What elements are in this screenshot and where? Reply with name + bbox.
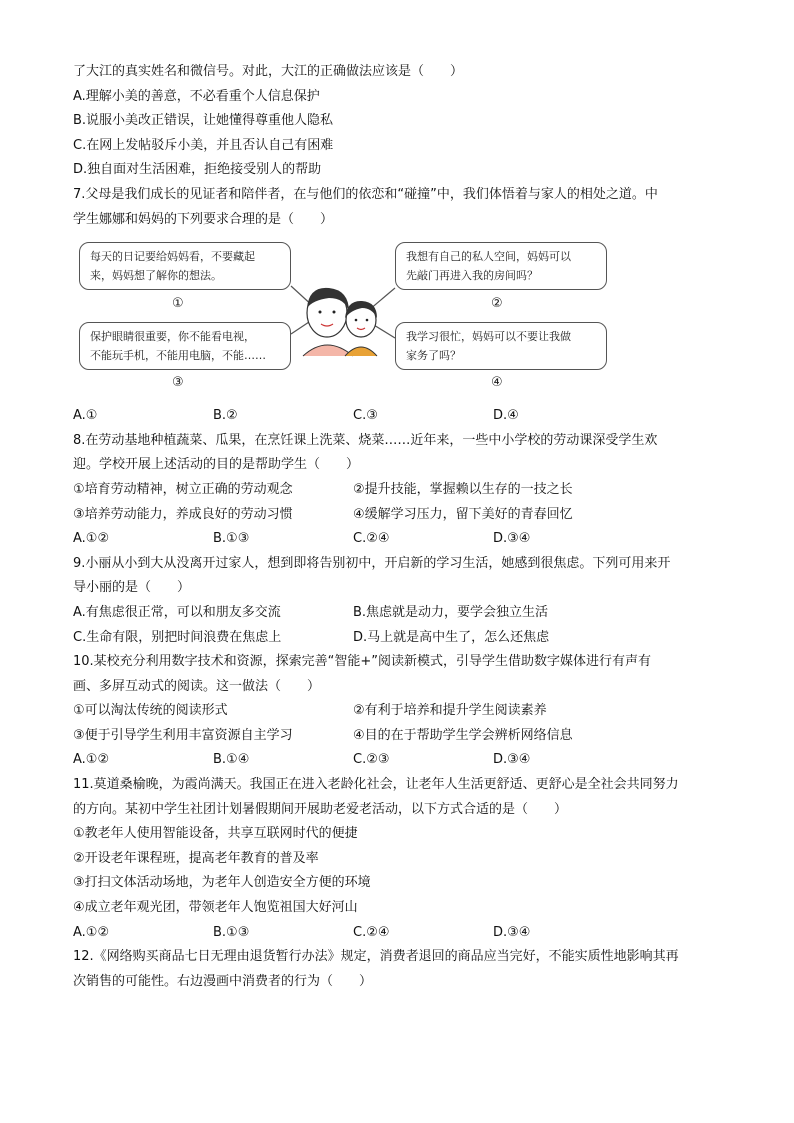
bubble-2-number: ② [491, 296, 503, 312]
q8-option-a: A.①② [73, 531, 110, 547]
q11-item-1: ①教老年人使用智能设备，共享互联网时代的便捷 [73, 826, 358, 842]
bubble-4-line-2: 家务了吗？ [406, 349, 461, 363]
bubble-1-line-1: 每天的日记要给妈妈看，不要藏起 [90, 250, 255, 264]
q6-option-d: D.独自面对生活困难，拒绝接受别人的帮助 [73, 162, 322, 178]
q8-item-3: ③培养劳动能力，养成良好的劳动习惯 [73, 506, 293, 522]
q12-stem-line-2: 次销售的可能性。右边漫画中消费者的行为（ ） [73, 973, 373, 989]
q10-items-row-2 [73, 724, 723, 749]
bubble-3 [79, 322, 291, 370]
q9-options-row-2 [73, 626, 723, 651]
q8-option-b: B.①③ [213, 531, 250, 547]
q9-option-a: A.有焦虑很正常，可以和朋友多交流 [73, 604, 281, 620]
q9-options-row-1 [73, 601, 723, 626]
q7-option-a: A.① [73, 408, 98, 424]
q9-option-b: B.焦虑就是动力，要学会独立生活 [353, 604, 549, 620]
q10-item-4: ④目的在于帮助学生学会辨析网络信息 [353, 727, 573, 743]
q10-item-3: ③便于引导学生利用丰富资源自主学习 [73, 727, 293, 743]
q8-items-row-1 [73, 478, 723, 503]
q6-option-c: C.在网上发帖驳斥小美，并且否认自己有困难 [73, 137, 334, 153]
q11-option-c: C.②④ [353, 924, 390, 940]
q10-item-1: ①可以淘汰传统的阅读形式 [73, 703, 228, 719]
q8-item-2: ②提升技能，掌握赖以生存的一技之长 [353, 481, 573, 497]
q11-stem-line-2: 的方向。某初中学生社团计划暑假期间开展助老爱老活动，以下方式合适的是（ ） [73, 801, 568, 817]
q10-option-b: B.①④ [213, 752, 250, 768]
q9-stem-line-2: 导小丽的是（ ） [73, 580, 191, 596]
q7-stem-line-2: 学生娜娜和妈妈的下列要求合理的是（ ） [73, 211, 334, 227]
bubble-4 [395, 322, 607, 370]
bubble-2-line-1: 我想有自己的私人空间，妈妈可以 [406, 250, 571, 264]
q7-stem-line-1: 7.父母是我们成长的见证者和陪伴者，在与他们的依恋和“碰撞”中，我们体悟着与家人的相处之道。中 [73, 186, 658, 202]
q10-option-c: C.②③ [353, 752, 390, 768]
q9-option-d: D.马上就是高中生了，怎么还焦虑 [353, 629, 550, 645]
q8-stem-line-1: 8.在劳动基地种植蔬菜、瓜果，在烹饪课上洗菜、烧菜……近年来，一些中小学校的劳动课深受学生欢 [73, 432, 658, 448]
q6-option-b: B.说服小美改正错误，让她懂得尊重他人隐私 [73, 113, 334, 129]
bubble-3-number: ③ [172, 375, 184, 391]
q8-option-c: C.②④ [353, 531, 390, 547]
q10-item-2: ②有利于培养和提升学生阅读素养 [353, 703, 547, 719]
q8-items-row-2 [73, 503, 723, 528]
bubble-1 [79, 242, 291, 290]
q11-stem-line-1: 11.莫道桑榆晚，为霞尚满天。我国正在进入老龄化社会，让老年人生活更舒适、更舒心是全社会共同努力 [73, 777, 679, 793]
q11-option-d: D.③④ [493, 924, 531, 940]
bubble-4-line-1: 我学习很忙，妈妈可以不要让我做 [406, 330, 571, 344]
q10-stem-line-1: 10.某校充分利用数字技术和资源，探索完善“智能+”阅读新模式，引导学生借助数字媒体进行有声有 [73, 654, 652, 670]
q8-option-d: D.③④ [493, 531, 531, 547]
bubble-3-line-2: 不能玩手机，不能用电脑，不能…… [90, 349, 266, 363]
bubble-3-line-1: 保护眼睛很重要，你不能看电视， [90, 330, 255, 344]
q10-option-d: D.③④ [493, 752, 531, 768]
q9-option-c: C.生命有限，别把时间浪费在焦虑上 [73, 629, 282, 645]
q8-options [73, 527, 723, 552]
q8-stem-line-2: 迎。学校开展上述活动的目的是帮助学生（ ） [73, 457, 360, 473]
q11-option-b: B.①③ [213, 924, 250, 940]
q11-item-2: ②开设老年课程班，提高老年教育的普及率 [73, 850, 319, 866]
q6-option-a: A.理解小美的善意，不必看重个人信息保护 [73, 88, 320, 104]
q7-option-c: C.③ [353, 408, 378, 424]
bubble-2-line-2: 先敲门再进入我的房间吗？ [406, 269, 538, 283]
bubble-4-number: ④ [491, 375, 503, 391]
q10-items-row-1 [73, 699, 723, 724]
q10-options [73, 748, 723, 773]
q11-option-a: A.①② [73, 924, 110, 940]
q7-dialogue-illustration [77, 238, 607, 398]
bubble-2 [395, 242, 607, 290]
q10-option-a: A.①② [73, 752, 110, 768]
q7-option-b: B.② [213, 408, 238, 424]
q11-item-3: ③打扫文体活动场地，为老年人创造安全方便的环境 [73, 875, 371, 891]
q11-item-4: ④成立老年观光团，带领老年人饱览祖国大好河山 [73, 900, 358, 916]
bubble-1-line-2: 来，妈妈想了解你的想法。 [90, 269, 222, 283]
q9-stem-line-1: 9.小丽从小到大从没离开过家人，想到即将告别初中，开启新的学习生活，她感到很焦虑。下列可用来开 [73, 555, 671, 571]
q10-stem-line-2: 画、多屏互动式的阅读。这一做法（ ） [73, 678, 321, 694]
bubble-1-number: ① [172, 296, 184, 312]
q11-options [73, 921, 723, 946]
q7-options [73, 404, 723, 429]
q6-lead: 了大江的真实姓名和微信号。对此，大江的正确做法应该是（ ） [73, 64, 464, 79]
q12-stem-line-1: 12.《网络购买商品七日无理由退货暂行办法》规定，消费者退回的商品应当完好，不能实质性地影响其再 [73, 949, 679, 965]
q8-item-1: ①培育劳动精神，树立正确的劳动观念 [73, 481, 293, 497]
q7-option-d: D.④ [493, 408, 519, 424]
q8-item-4: ④缓解学习压力，留下美好的青春回忆 [353, 506, 573, 522]
exam-page [73, 60, 723, 994]
